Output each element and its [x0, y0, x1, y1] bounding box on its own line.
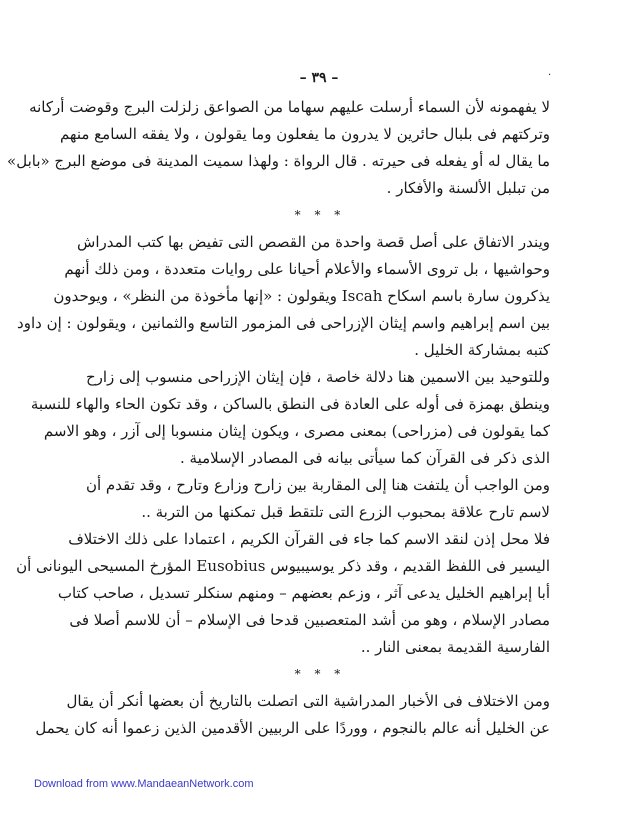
margin-dot: · [548, 70, 552, 81]
footer-download-link[interactable]: Download from www.MandaeanNetwork.com [34, 778, 254, 790]
paragraph-1 [7, 94, 550, 202]
text-line: اليسير فى اللفظ القديم ، وقد ذكر يوسيبيوس Eusobius المؤرخ المسيحى اليونانى أن [16, 557, 550, 575]
paragraph-4 [85, 472, 550, 526]
section-separator: * * * [294, 208, 346, 222]
text-line: عن الخليل أنه عالم بالنجوم ، ووردًا على الربيين الأقدمين الذين زعموا أنه كان يحمل [35, 719, 550, 737]
text-line: ويندر الاتفاق على أصل قصة واحدة من القصص التى تفيض بها كتب المدراش [77, 233, 550, 251]
text-line: لاسم تارح علاقة بمحبوب الزرع التى تلتقط قبل تمكنها من التربة .. [141, 503, 550, 521]
paragraph-6 [35, 688, 550, 742]
page-number: – ٣٩ – [299, 70, 339, 86]
text-line: وينطق بهمزة فى أوله على العادة فى النطق بالساكن ، وقد تكون الحاء والهاء للنسبة [30, 395, 550, 413]
paragraph-5 [16, 526, 550, 661]
text-line: وحواشيها ، بل تروى الأسماء والأعلام أحيانا على روايات متعددة ، ومن ذلك أنهم [64, 260, 550, 278]
text-line: من تبلبل الألسنة والأفكار . [386, 179, 550, 197]
text-line: وللتوحيد بين الاسمين هنا دلالة خاصة ، فإن إيثان الإزراحى منسوب إلى زارح [85, 368, 550, 386]
paragraph-2 [17, 229, 550, 364]
text-line: فلا محل إذن لنقد الاسم كما جاء فى القرآن الكريم ، اعتمادا على ذلك الاختلاف [68, 530, 550, 548]
text-line: وتركتهم فى بلبال حائرين لا يدرون ما يفعلون وما يقولون ، ولا يفقه السامع منهم [59, 125, 550, 143]
text-line: أبا إبراهيم الخليل يدعى آثر ، وزعم بعضهم – ومنهم سنكلر تسديل ، صاحب كتاب [57, 584, 550, 602]
text-line: الذى ذكر فى القرآن كما سيأتى بيانه فى المصادر الإسلامية . [180, 449, 550, 467]
text-line: الفارسية القديمة بمعنى النار .. [360, 638, 550, 656]
text-line: كتبه بمشاركة الخليل . [414, 341, 550, 359]
text-line: يذكرون سارة باسم اسكاح Iscah ويقولون : «إنها مأخوذة من النظر» ، ويوحدون [53, 287, 550, 305]
text-line: ما يقال له أو يفعله فى حيرته . قال الرواة : ولهذا سميت المدينة فى موضع البرج «بابل» [7, 152, 550, 170]
text-line: ومن الاختلاف فى الأخبار المدراشية التى اتصلت بالتاريخ أن بعضها أنكر أن يقال [66, 692, 550, 710]
section-separator: * * * [294, 667, 346, 681]
paragraph-3 [30, 364, 550, 472]
text-line: كما يقولون فى (مزراحى) بمعنى مصرى ، ويكون إيثان منسوبا إلى آزر ، وهو الاسم [43, 422, 550, 440]
body-text [7, 94, 550, 742]
text-line: بين اسم إبراهيم واسم إيثان الإزراحى فى المزمور التاسع والثمانين ، ويقولون : إن داود [17, 314, 550, 332]
text-line: مصادر الإسلام ، وهو من أشد المتعصبين قدحا فى الإسلام – أن للاسم أصلا فى [69, 611, 550, 629]
text-line: ومن الواجب أن يلتفت هنا إلى المقاربة بين زارح وزارع وتارح ، وقد تقدم أن [85, 476, 550, 494]
text-line: لا يفهمونه لأن السماء أرسلت عليهم سهاما من الصواعق زلزلت البرج وقوضت أركانه [29, 98, 550, 116]
